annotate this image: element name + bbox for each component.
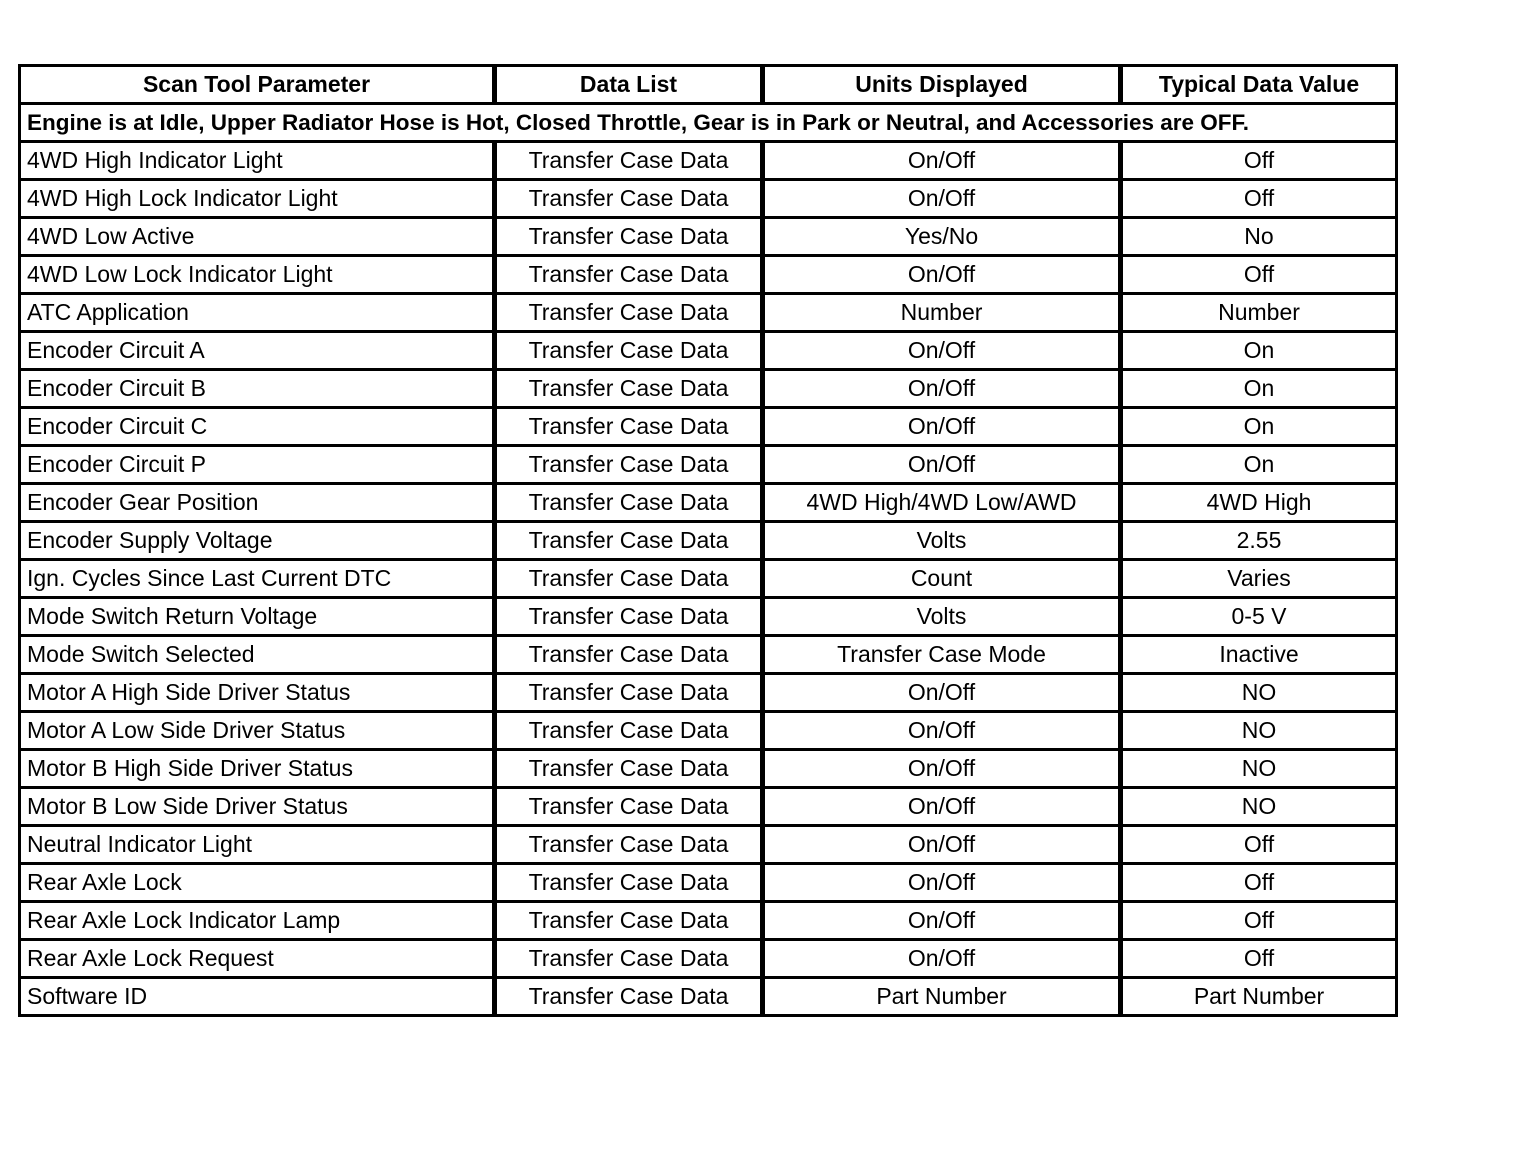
data-list-cell: Transfer Case Data: [495, 750, 763, 788]
data-list-cell: Transfer Case Data: [495, 522, 763, 560]
units-cell: On/Off: [763, 712, 1121, 750]
parameter-cell: Neutral Indicator Light: [20, 826, 495, 864]
units-cell: On/Off: [763, 674, 1121, 712]
table-row: [20, 484, 1397, 522]
typical-value-cell: Number: [1121, 294, 1397, 332]
typical-value-cell: NO: [1121, 712, 1397, 750]
units-cell: Transfer Case Mode: [763, 636, 1121, 674]
parameter-cell: Motor B High Side Driver Status: [20, 750, 495, 788]
table-row: [20, 826, 1397, 864]
typical-value-cell: Off: [1121, 142, 1397, 180]
units-cell: On/Off: [763, 750, 1121, 788]
units-cell: On/Off: [763, 370, 1121, 408]
units-cell: On/Off: [763, 826, 1121, 864]
units-cell: Part Number: [763, 978, 1121, 1016]
typical-value-cell: Off: [1121, 864, 1397, 902]
data-list-cell: Transfer Case Data: [495, 902, 763, 940]
table-row: [20, 978, 1397, 1016]
units-cell: On/Off: [763, 332, 1121, 370]
units-cell: On/Off: [763, 256, 1121, 294]
data-list-cell: Transfer Case Data: [495, 864, 763, 902]
typical-value-cell: On: [1121, 408, 1397, 446]
parameter-cell: 4WD High Indicator Light: [20, 142, 495, 180]
data-list-cell: Transfer Case Data: [495, 256, 763, 294]
parameter-cell: Encoder Circuit C: [20, 408, 495, 446]
header-typical-data-value: Typical Data Value: [1121, 66, 1397, 104]
typical-value-cell: Off: [1121, 826, 1397, 864]
scan-tool-data-table: [18, 64, 1398, 1017]
parameter-cell: 4WD High Lock Indicator Light: [20, 180, 495, 218]
table-row: [20, 256, 1397, 294]
data-list-cell: Transfer Case Data: [495, 940, 763, 978]
parameter-cell: Software ID: [20, 978, 495, 1016]
data-list-cell: Transfer Case Data: [495, 218, 763, 256]
data-list-cell: Transfer Case Data: [495, 142, 763, 180]
data-list-cell: Transfer Case Data: [495, 180, 763, 218]
table-row: [20, 370, 1397, 408]
typical-value-cell: Off: [1121, 902, 1397, 940]
typical-value-cell: On: [1121, 446, 1397, 484]
table-row: [20, 218, 1397, 256]
parameter-cell: Encoder Gear Position: [20, 484, 495, 522]
units-cell: Yes/No: [763, 218, 1121, 256]
table-row: [20, 408, 1397, 446]
units-cell: On/Off: [763, 408, 1121, 446]
table-row: [20, 446, 1397, 484]
parameter-cell: Rear Axle Lock Indicator Lamp: [20, 902, 495, 940]
data-list-cell: Transfer Case Data: [495, 484, 763, 522]
data-list-cell: Transfer Case Data: [495, 636, 763, 674]
table-row: [20, 674, 1397, 712]
parameter-cell: Mode Switch Return Voltage: [20, 598, 495, 636]
table-body: [20, 104, 1397, 1016]
units-cell: Count: [763, 560, 1121, 598]
typical-value-cell: On: [1121, 370, 1397, 408]
parameter-cell: Rear Axle Lock Request: [20, 940, 495, 978]
table-row: [20, 294, 1397, 332]
parameter-cell: ATC Application: [20, 294, 495, 332]
table-header: [20, 66, 1397, 104]
data-list-cell: Transfer Case Data: [495, 408, 763, 446]
typical-value-cell: Inactive: [1121, 636, 1397, 674]
data-list-cell: Transfer Case Data: [495, 826, 763, 864]
header-scan-tool-parameter: Scan Tool Parameter: [20, 66, 495, 104]
table-row: [20, 636, 1397, 674]
data-list-cell: Transfer Case Data: [495, 446, 763, 484]
table-row: [20, 788, 1397, 826]
operating-condition: Engine is at Idle, Upper Radiator Hose is Hot, Closed Throttle, Gear is in Park or Neutral, and Accessories are OFF.: [20, 104, 1397, 142]
units-cell: On/Off: [763, 902, 1121, 940]
typical-value-cell: NO: [1121, 674, 1397, 712]
table-row: [20, 522, 1397, 560]
data-list-cell: Transfer Case Data: [495, 370, 763, 408]
parameter-cell: Motor A Low Side Driver Status: [20, 712, 495, 750]
table-row: [20, 142, 1397, 180]
typical-value-cell: On: [1121, 332, 1397, 370]
table-row: [20, 560, 1397, 598]
data-list-cell: Transfer Case Data: [495, 712, 763, 750]
units-cell: On/Off: [763, 446, 1121, 484]
parameter-cell: Encoder Circuit A: [20, 332, 495, 370]
header-row: [20, 66, 1397, 104]
typical-value-cell: Off: [1121, 180, 1397, 218]
data-list-cell: Transfer Case Data: [495, 332, 763, 370]
units-cell: On/Off: [763, 864, 1121, 902]
parameter-cell: Encoder Supply Voltage: [20, 522, 495, 560]
typical-value-cell: Off: [1121, 256, 1397, 294]
parameter-cell: Motor B Low Side Driver Status: [20, 788, 495, 826]
table-row: [20, 598, 1397, 636]
typical-value-cell: NO: [1121, 750, 1397, 788]
data-list-cell: Transfer Case Data: [495, 598, 763, 636]
units-cell: 4WD High/4WD Low/AWD: [763, 484, 1121, 522]
typical-value-cell: Part Number: [1121, 978, 1397, 1016]
parameter-cell: Motor A High Side Driver Status: [20, 674, 495, 712]
table-row: [20, 750, 1397, 788]
units-cell: Volts: [763, 522, 1121, 560]
typical-value-cell: NO: [1121, 788, 1397, 826]
table-row: [20, 712, 1397, 750]
units-cell: Volts: [763, 598, 1121, 636]
parameter-cell: 4WD Low Active: [20, 218, 495, 256]
data-list-cell: Transfer Case Data: [495, 674, 763, 712]
table-row: [20, 332, 1397, 370]
header-units-displayed: Units Displayed: [763, 66, 1121, 104]
typical-value-cell: Varies: [1121, 560, 1397, 598]
parameter-cell: Encoder Circuit P: [20, 446, 495, 484]
units-cell: Number: [763, 294, 1121, 332]
data-list-cell: Transfer Case Data: [495, 788, 763, 826]
parameter-cell: Encoder Circuit B: [20, 370, 495, 408]
header-data-list: Data List: [495, 66, 763, 104]
data-list-cell: Transfer Case Data: [495, 978, 763, 1016]
typical-value-cell: No: [1121, 218, 1397, 256]
table-row: [20, 180, 1397, 218]
typical-value-cell: 0-5 V: [1121, 598, 1397, 636]
typical-value-cell: 4WD High: [1121, 484, 1397, 522]
table-row: [20, 864, 1397, 902]
parameter-cell: Mode Switch Selected: [20, 636, 495, 674]
units-cell: On/Off: [763, 940, 1121, 978]
parameter-cell: 4WD Low Lock Indicator Light: [20, 256, 495, 294]
units-cell: On/Off: [763, 180, 1121, 218]
typical-value-cell: Off: [1121, 940, 1397, 978]
table-row: [20, 940, 1397, 978]
units-cell: On/Off: [763, 788, 1121, 826]
table-row: [20, 902, 1397, 940]
data-list-cell: Transfer Case Data: [495, 560, 763, 598]
typical-value-cell: 2.55: [1121, 522, 1397, 560]
units-cell: On/Off: [763, 142, 1121, 180]
parameter-cell: Rear Axle Lock: [20, 864, 495, 902]
data-list-cell: Transfer Case Data: [495, 294, 763, 332]
parameter-cell: Ign. Cycles Since Last Current DTC: [20, 560, 495, 598]
condition-row: [20, 104, 1397, 142]
